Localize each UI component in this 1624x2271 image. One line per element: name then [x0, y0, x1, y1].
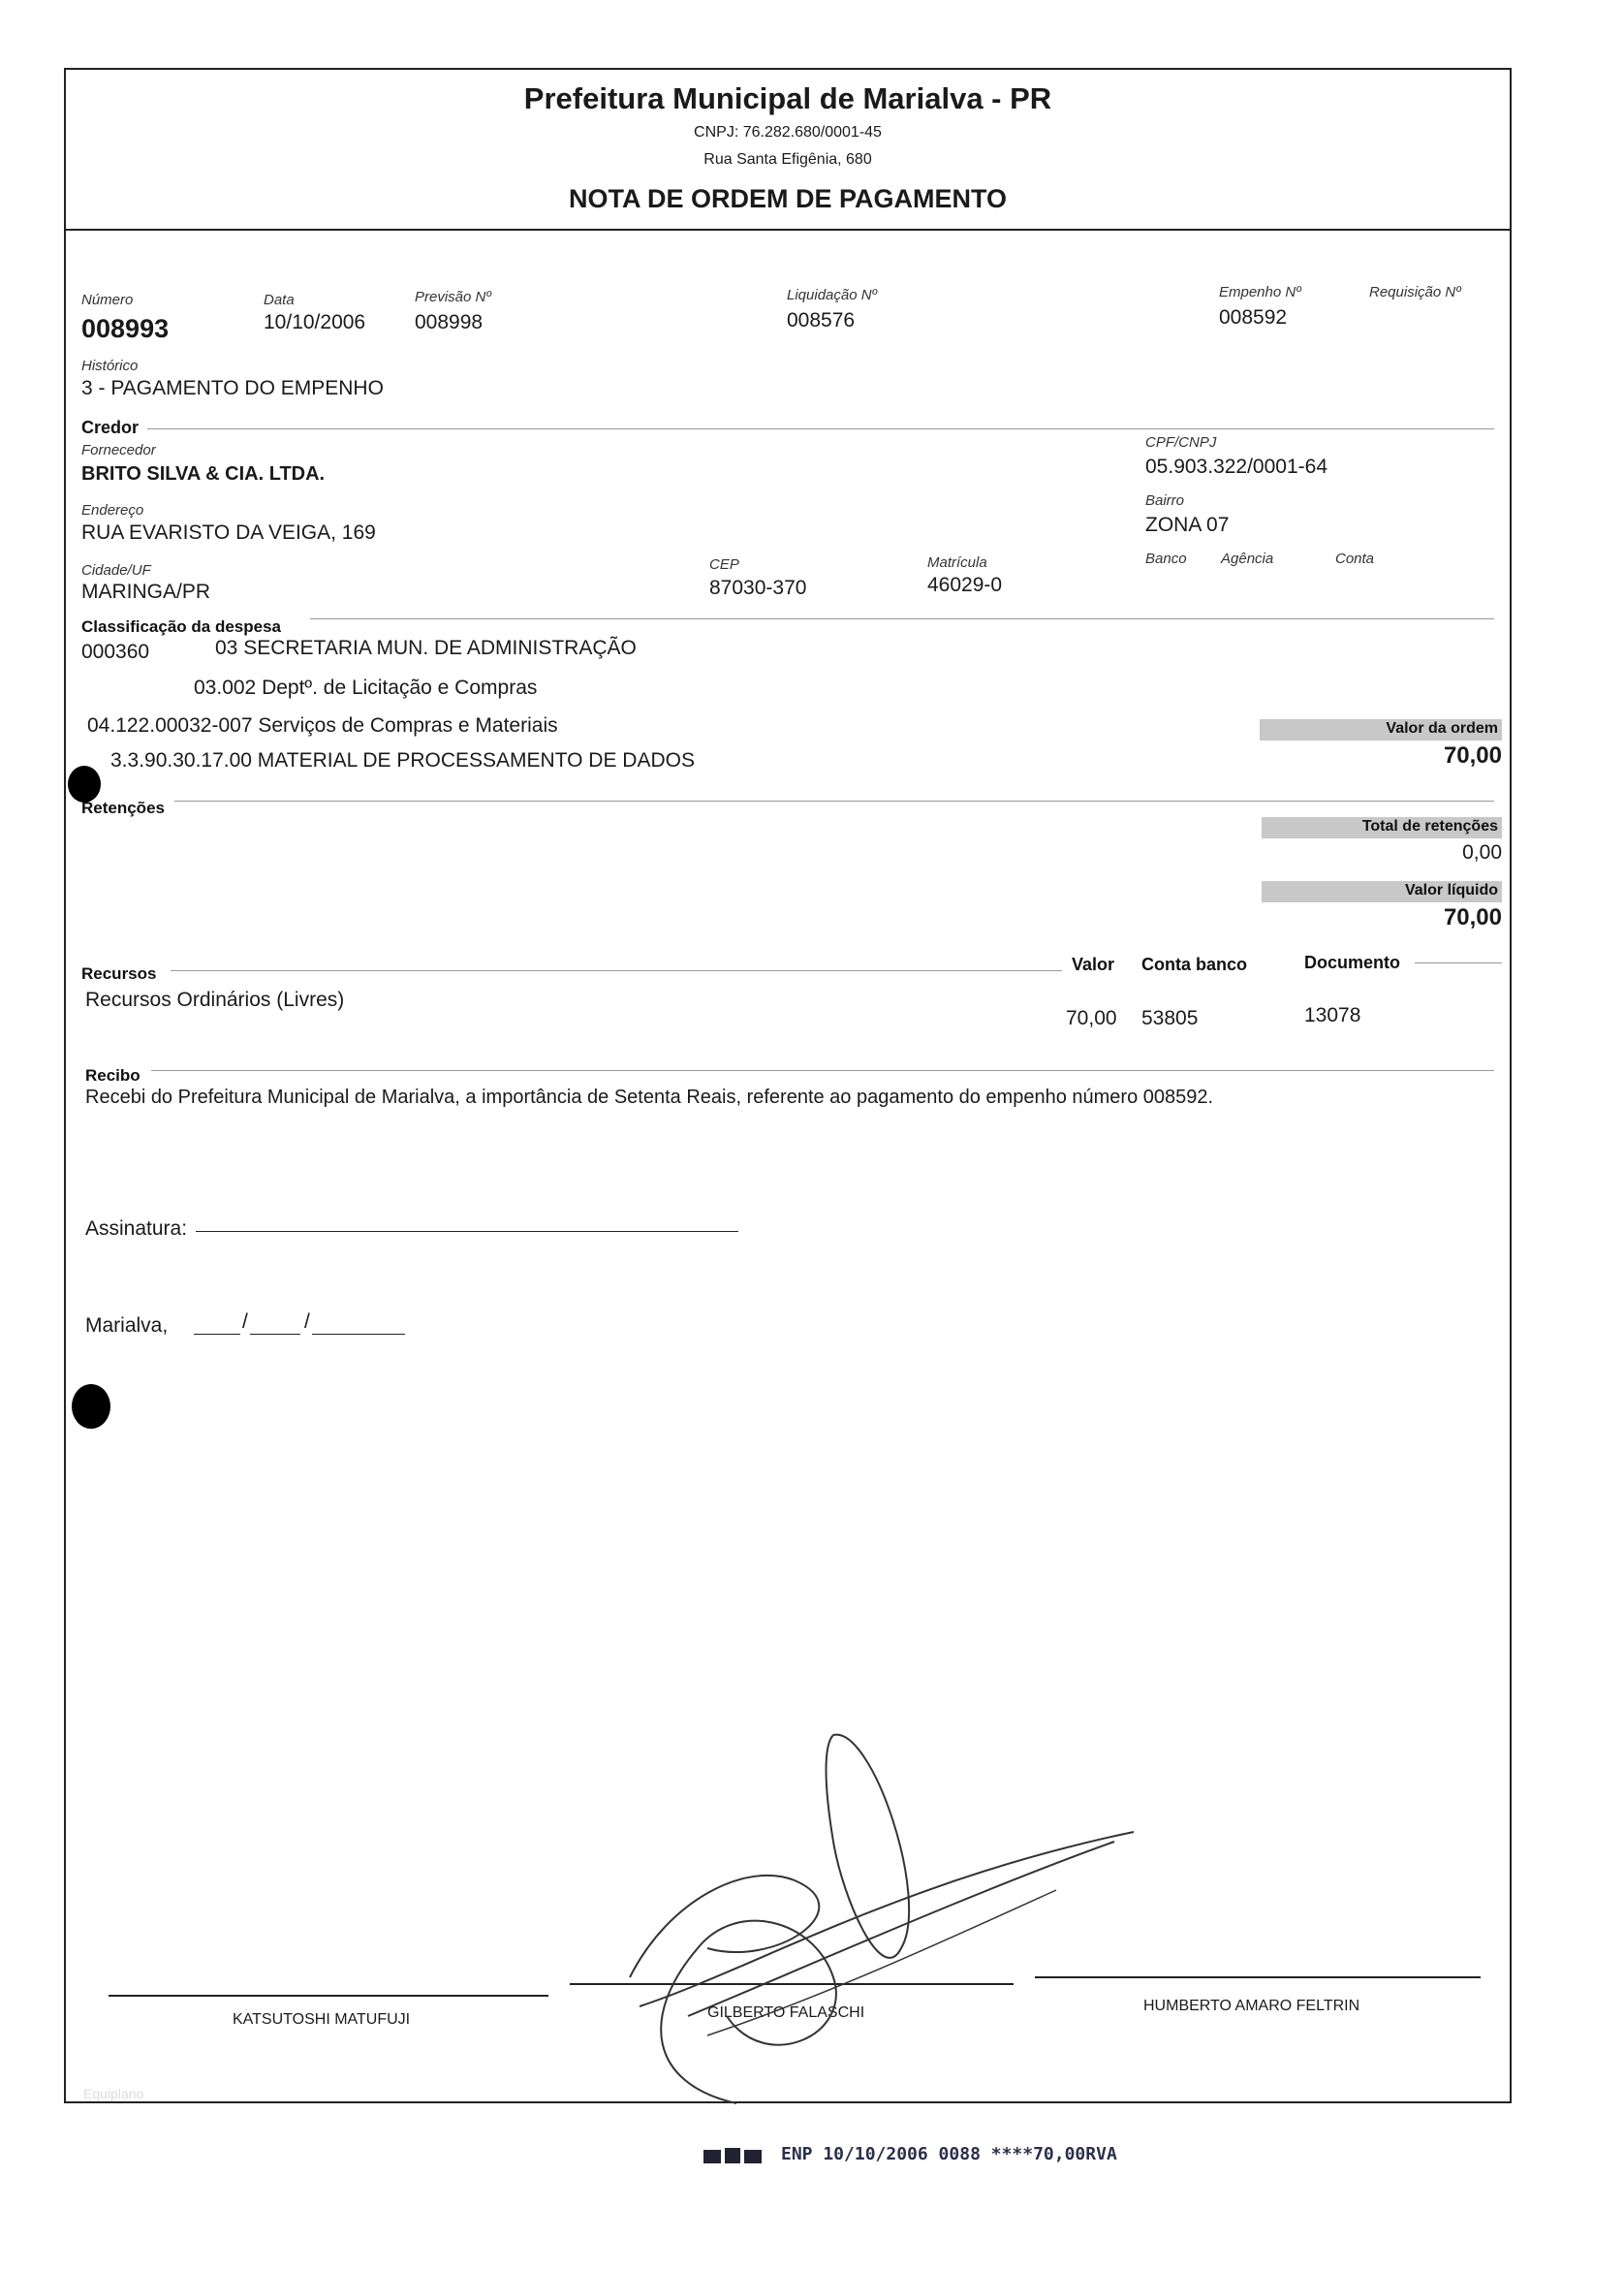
signatory-1: KATSUTOSHI MATUFUJI	[233, 2011, 411, 2028]
date-slash-2: /	[304, 1310, 310, 1333]
credor-section: Credor	[81, 418, 140, 437]
cep-value: 87030-370	[709, 577, 807, 599]
classificacao-code: 000360	[81, 641, 150, 663]
cidade-value: MARINGA/PR	[81, 581, 211, 603]
recibo-divider	[151, 1070, 1494, 1071]
recursos-section: Recursos	[81, 964, 157, 983]
historico-value: 3 - PAGAMENTO DO EMPENHO	[81, 377, 384, 399]
historico-label: Histórico	[81, 358, 139, 374]
valor-ordem-label: Valor da ordem	[1386, 720, 1498, 737]
recursos-valor: 70,00	[1066, 1007, 1117, 1029]
credor-divider	[147, 428, 1494, 429]
classificacao-divider	[310, 618, 1494, 619]
liquidacao-value: 008576	[787, 309, 856, 331]
handwritten-signature	[610, 1725, 1153, 2113]
punch-hole-mark	[68, 766, 101, 803]
banco-label: Banco	[1145, 551, 1187, 567]
recursos-descricao: Recursos Ordinários (Livres)	[85, 989, 345, 1011]
bank-stamp: ENP 10/10/2006 0088 ****70,00RVA	[781, 2144, 1117, 2164]
retencoes-divider	[174, 801, 1494, 802]
requisicao-label: Requisição Nº	[1369, 284, 1461, 300]
retencoes-value: 0,00	[1462, 841, 1502, 864]
endereco-label: Endereço	[81, 502, 144, 519]
conta-label: Conta	[1335, 551, 1375, 567]
document-title: NOTA DE ORDEM DE PAGAMENTO	[568, 184, 1007, 213]
matricula-value: 46029-0	[927, 574, 1003, 596]
valor-ordem-value: 70,00	[1443, 742, 1502, 769]
classificacao-unidade: 03.002 Deptº. de Licitação e Compras	[194, 677, 538, 699]
stamp-logo-icon	[703, 2146, 764, 2165]
previsao-value: 008998	[415, 311, 484, 333]
date-slash-1: /	[242, 1310, 248, 1333]
recibo-text: Recebi do Prefeitura Municipal de Marialva, a importância de Setenta Reais, referente ao pagamento do empenho número 008592.	[85, 1087, 1214, 1108]
numero-label: Número	[81, 292, 134, 308]
liquidacao-label: Liquidação Nº	[787, 287, 878, 303]
assinatura-line	[196, 1231, 738, 1232]
cnpj-line: CNPJ: 76.282.680/0001-45	[694, 124, 882, 141]
fornecedor-label: Fornecedor	[81, 442, 156, 458]
cpf-value: 05.903.322/0001-64	[1145, 456, 1328, 478]
recursos-conta: 53805	[1141, 1007, 1199, 1029]
data-value: 10/10/2006	[264, 311, 366, 333]
equiplano-watermark: Equiplano	[83, 2086, 144, 2101]
cep-label: CEP	[709, 556, 739, 573]
valor-liquido-label: Valor líquido	[1404, 882, 1498, 899]
assinatura-label: Assinatura:	[85, 1217, 188, 1240]
classificacao-orgao: 03 SECRETARIA MUN. DE ADMINISTRAÇÃO	[215, 637, 637, 659]
valor-liquido-label-box	[1262, 881, 1502, 902]
recibo-section: Recibo	[85, 1066, 141, 1085]
classificacao-section: Classificação da despesa	[81, 617, 282, 636]
signatory-2: GILBERTO FALASCHI	[707, 2004, 865, 2021]
bairro-value: ZONA 07	[1145, 514, 1230, 536]
cidade-label: Cidade/UF	[81, 562, 151, 579]
matricula-label: Matrícula	[927, 554, 987, 571]
classificacao-elemento: 3.3.90.30.17.00 MATERIAL DE PROCESSAMENTO DE DADOS	[110, 749, 695, 772]
retencoes-label: Total de retenções	[1361, 818, 1498, 835]
signature-line-1	[109, 1995, 548, 1997]
address-line: Rua Santa Efigênia, 680	[703, 151, 872, 168]
valor-ordem-label-box	[1260, 719, 1502, 741]
retencoes-section: Retenções	[81, 799, 165, 817]
recursos-divider	[171, 970, 1062, 971]
valor-liquido-value: 70,00	[1443, 904, 1502, 930]
date-year-line	[312, 1334, 405, 1335]
recursos-documento-label: Documento	[1304, 953, 1400, 972]
previsao-label: Previsão Nº	[415, 289, 491, 305]
classificacao-funcional: 04.122.00032-007 Serviços de Compras e Materiais	[87, 714, 558, 737]
recursos-conta-label: Conta banco	[1141, 955, 1248, 974]
empenho-value: 008592	[1219, 306, 1288, 329]
punch-hole-mark-lower	[72, 1384, 110, 1429]
header-divider	[64, 229, 1512, 231]
data-label: Data	[264, 292, 295, 308]
endereco-value: RUA EVARISTO DA VEIGA, 169	[81, 521, 376, 544]
retencoes-label-box	[1262, 817, 1502, 838]
recursos-documento: 13078	[1304, 1004, 1361, 1026]
signatory-3: HUMBERTO AMARO FELTRIN	[1143, 1998, 1360, 2014]
date-month-line	[250, 1334, 300, 1335]
municipality-title: Prefeitura Municipal de Marialva - PR	[523, 81, 1052, 115]
agencia-label: Agência	[1221, 551, 1274, 567]
recursos-header-divider-right	[1415, 962, 1502, 963]
cpf-label: CPF/CNPJ	[1145, 434, 1217, 451]
numero-value: 008993	[81, 314, 170, 343]
bairro-label: Bairro	[1145, 492, 1185, 509]
recursos-valor-label: Valor	[1072, 955, 1115, 974]
date-day-line	[194, 1334, 240, 1335]
fornecedor-value: BRITO SILVA & CIA. LTDA.	[81, 463, 326, 485]
local-label: Marialva,	[85, 1314, 169, 1337]
empenho-label: Empenho Nº	[1219, 284, 1301, 300]
